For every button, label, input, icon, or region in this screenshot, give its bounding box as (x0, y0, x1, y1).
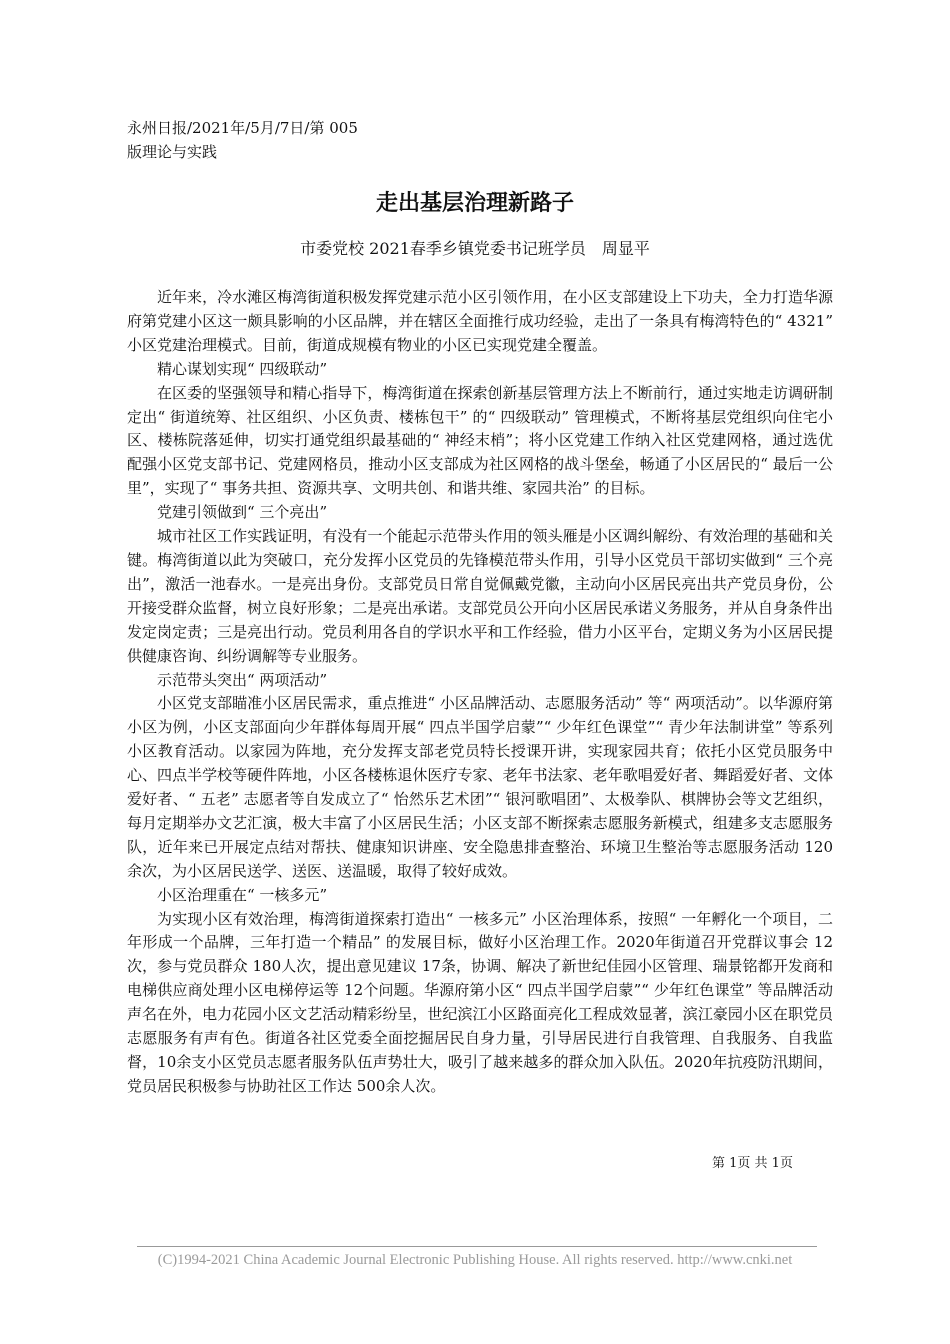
section-heading: 党建引领做到“ 三个亮出” (157, 503, 328, 522)
footer-divider (137, 1246, 817, 1247)
paragraph: 近年来，冷水滩区梅湾街道积极发挥党建示范小区引领作用，在小区支部建设上下功夫，全力打造华源府第党建小区这一颇具影响的小区品牌，并在辖区全面推行成功经验，走出了一条具有梅湾特色的“ 4321” 小区党建治理模式。目前，街道成规模有物业的小区已实现党建全覆盖。 (127, 288, 833, 354)
paragraph: 小区党支部瞄准小区居民需求，重点推进“ 小区品牌活动、志愿服务活动” 等“ 两项活动”。以华源府第小区为例，小区支部面向少年群体每周开展“ 四点半国学启蒙”“ 少年红色课堂”“ 青少年法制讲堂” 等系列小区教育活动。以家园为阵地，充分发挥支部老党员特长授课开讲，实现家园共育；依托小区党员服务中心、四点半学校等硬件阵地，小区各楼栋退休医疗专家、老年书法家、老年歌唱爱好者、舞蹈爱好者、文体爱好者、“ 五老” 志愿者等自发成立了“ 怡然乐艺术团”“ 银河歌唱团”、太极拳队、棋牌协会等文艺组织，每月定期举办文艺汇演，极大丰富了小区居民生活；小区支部不断探索志愿服务新模式，组建多支志愿服务队，近年来已开展定点结对帮扶、健康知识讲座、安全隐患排查整治、环境卫生整治等志愿服务活动 120余次，为小区居民送学、送医、送温暖，取得了较好成效。 (127, 694, 833, 880)
source-header (127, 116, 358, 164)
page-number: 第 1页 共 1页 (712, 1156, 793, 1171)
source-line-1: 永州日报/2021年/5月/7日/第 005 (127, 119, 358, 137)
article-title: 走出基层治理新路子 (375, 191, 574, 216)
source-line-2: 版理论与实践 (127, 143, 218, 161)
paragraph: 城市社区工作实践证明，有没有一个能起示范带头作用的领头雁是小区调纠解纷、有效治理的基础和关键。梅湾街道以此为突破口，充分发挥小区党员的先锋模范带头作用，引导小区党员干部切实做到“ 三个亮出”，激活一池春水。一是亮出身份。支部党员日常自觉佩戴党徽，主动向小区居民亮出共产党员身份，公开接受群众监督，树立良好形象；二是亮出承诺。支部党员公开向小区居民承诺义务服务，并从自身条件出发定岗定责；三是亮出行动。党员利用各自的学识水平和工作经验，借力小区平台，定期义务为小区居民提供健康咨询、纠纷调解等专业服务。 (127, 527, 833, 665)
section-heading: 小区治理重在“ 一核多元” (157, 885, 328, 904)
section-heading: 精心谋划实现“ 四级联动” (157, 359, 328, 378)
article-body (127, 286, 833, 1099)
section-heading: 示范带头突出“ 两项活动” (157, 670, 328, 689)
paragraph: 为实现小区有效治理，梅湾街道探索打造出“ 一核多元” 小区治理体系，按照“ 一年孵化一个项目，二年形成一个品牌，三年打造一个精品” 的发展目标，做好小区治理工作。2020年街道召开党群议事会 12次，参与党员群众 180人次，提出意见建议 17条，协调、解决了新世纪佳园小区管理、瑞景铭都开发商和电梯供应商处理小区电梯停运等 12个问题。华源府第小区“ 四点半国学启蒙”“ 少年红色课堂” 等品牌活动声名在外，电力花园小区文艺活动精彩纷呈，世纪滨江小区路面亮化工程成效显著，滨江豪园小区在职党员志愿服务有声有色。街道各社区党委全面挖掘居民自身力量，引导居民进行自我管理、自我服务、自我监督，10余支小区党员志愿者服务队伍声势壮大，吸引了越来越多的群众加入队伍。2020年抗疫防汛期间，党员居民积极参与协助社区工作达 500余人次。 (127, 909, 833, 1095)
copyright-footer: (C)1994-2021 China Academic Journal Electronic Publishing House. All rights reserved. http://www.cnki.net (157, 1252, 793, 1268)
paragraph: 在区委的坚强领导和精心指导下，梅湾街道在探索创新基层管理方法上不断前行，通过实地走访调研制定出“ 街道统筹、社区组织、小区负责、楼栋包干” 的“ 四级联动” 管理模式，不断将基层党组织向住宅小区、楼栋院落延伸，切实打通党组织最基础的“ 神经末梢”；将小区党建工作纳入社区党建网格，通过选优配强小区党支部书记、党建网格员，推动小区支部成为社区网格的战斗堡垒，畅通了小区居民的“ 最后一公里”，实现了“ 事务共担、资源共享、文明共创、和谐共维、家园共治” 的目标。 (127, 383, 833, 498)
article-author: 市委党校 2021春季乡镇党委书记班学员 周显平 (300, 239, 650, 258)
